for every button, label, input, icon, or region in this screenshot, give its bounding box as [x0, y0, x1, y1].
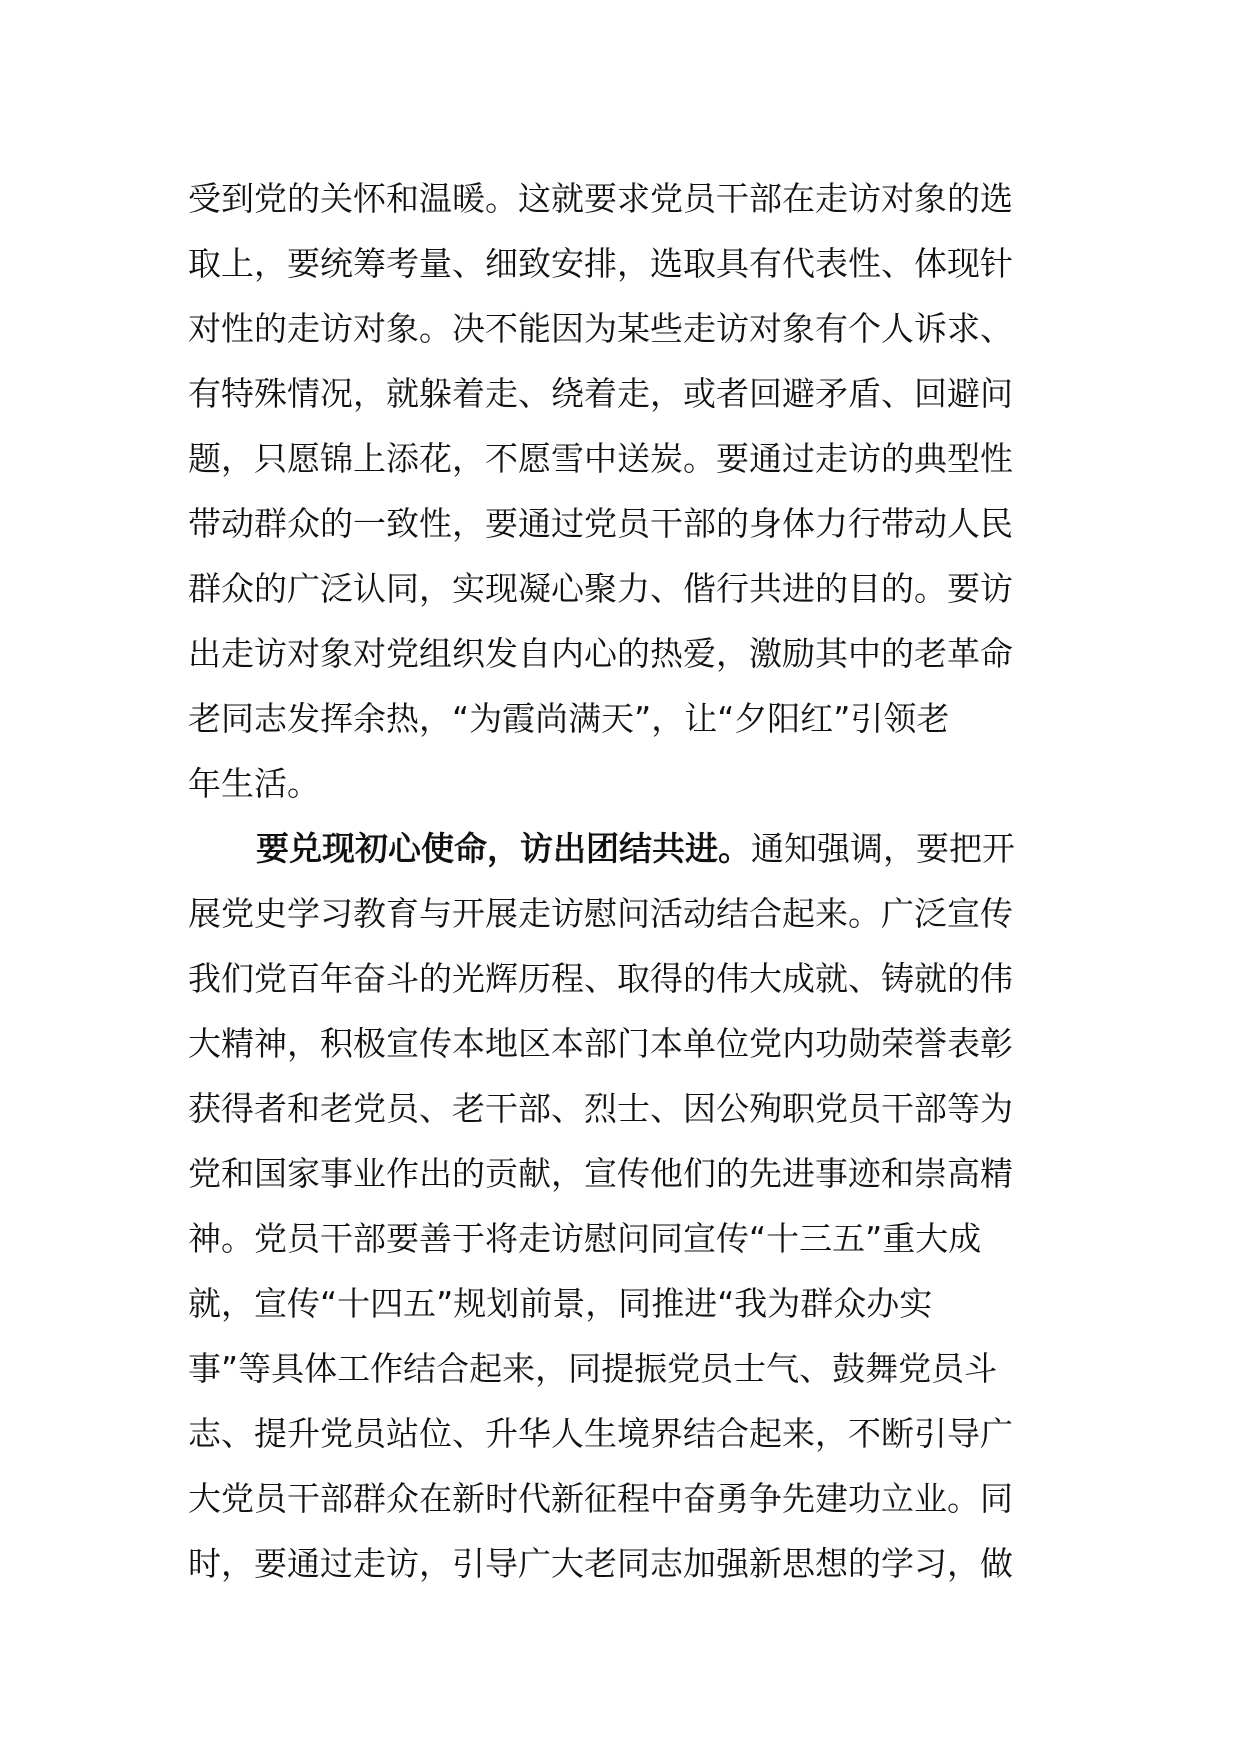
text-line: 题，只愿锦上添花，不愿雪中送炭。要通过走访的典型性	[188, 439, 1013, 478]
text-line: 展党史学习教育与开展走访慰问活动结合起来。广泛宣传	[188, 894, 1013, 933]
text-line: 大党员干部群众在新时代新征程中奋勇争先建功立业。同	[188, 1479, 1013, 1518]
text-line: 取上，要统筹考量、细致安排，选取具有代表性、体现针	[188, 244, 1013, 283]
text-line: 年生活。	[188, 764, 320, 803]
text-line: 志、提升党员站位、升华人生境界结合起来，不断引导广	[188, 1414, 1013, 1453]
text-line: 就，宣传“十四五”规划前景，同推进“我为群众办实	[188, 1284, 933, 1323]
paragraph-2	[188, 816, 1068, 1596]
text-line: 事”等具体工作结合起来，同提振党员士气、鼓舞党员斗	[188, 1349, 998, 1388]
text-line: 对性的走访对象。决不能因为某些走访对象有个人诉求、	[188, 309, 1013, 348]
text-line: 时，要通过走访，引导广大老同志加强新思想的学习，做	[188, 1544, 1013, 1583]
text-line: 党和国家事业作出的贡献，宣传他们的先进事迹和崇高精	[188, 1154, 1013, 1193]
body-text	[188, 166, 1068, 1596]
text-line: 神。党员干部要善于将走访慰问同宣传“十三五”重大成	[188, 1219, 982, 1258]
text-line: 带动群众的一致性，要通过党员干部的身体力行带动人民	[188, 504, 1013, 543]
paragraph-2-first-line	[188, 816, 1068, 881]
text-line: 受到党的关怀和温暖。这就要求党员干部在走访对象的选	[188, 179, 1013, 218]
paragraph-lead-heading: 要兑现初心使命，访出团结共进。	[256, 829, 751, 868]
text-line: 获得者和老党员、老干部、烈士、因公殉职党员干部等为	[188, 1089, 1013, 1128]
text-line: 大精神，积极宣传本地区本部门本单位党内功勋荣誉表彰	[188, 1024, 1013, 1063]
text-line: 有特殊情况，就躲着走、绕着走，或者回避矛盾、回避问	[188, 374, 1013, 413]
text-line: 老同志发挥余热，“为霞尚满天”，让“夕阳红”引领老	[188, 699, 950, 738]
text-line: 我们党百年奋斗的光辉历程、取得的伟大成就、铸就的伟	[188, 959, 1013, 998]
text-line: 出走访对象对党组织发自内心的热爱，激励其中的老革命	[188, 634, 1013, 673]
paragraph-1	[188, 166, 1068, 816]
text-line: 群众的广泛认同，实现凝心聚力、偕行共进的目的。要访	[188, 569, 1013, 608]
text-fragment: 通知强调，要把开	[751, 829, 1015, 868]
